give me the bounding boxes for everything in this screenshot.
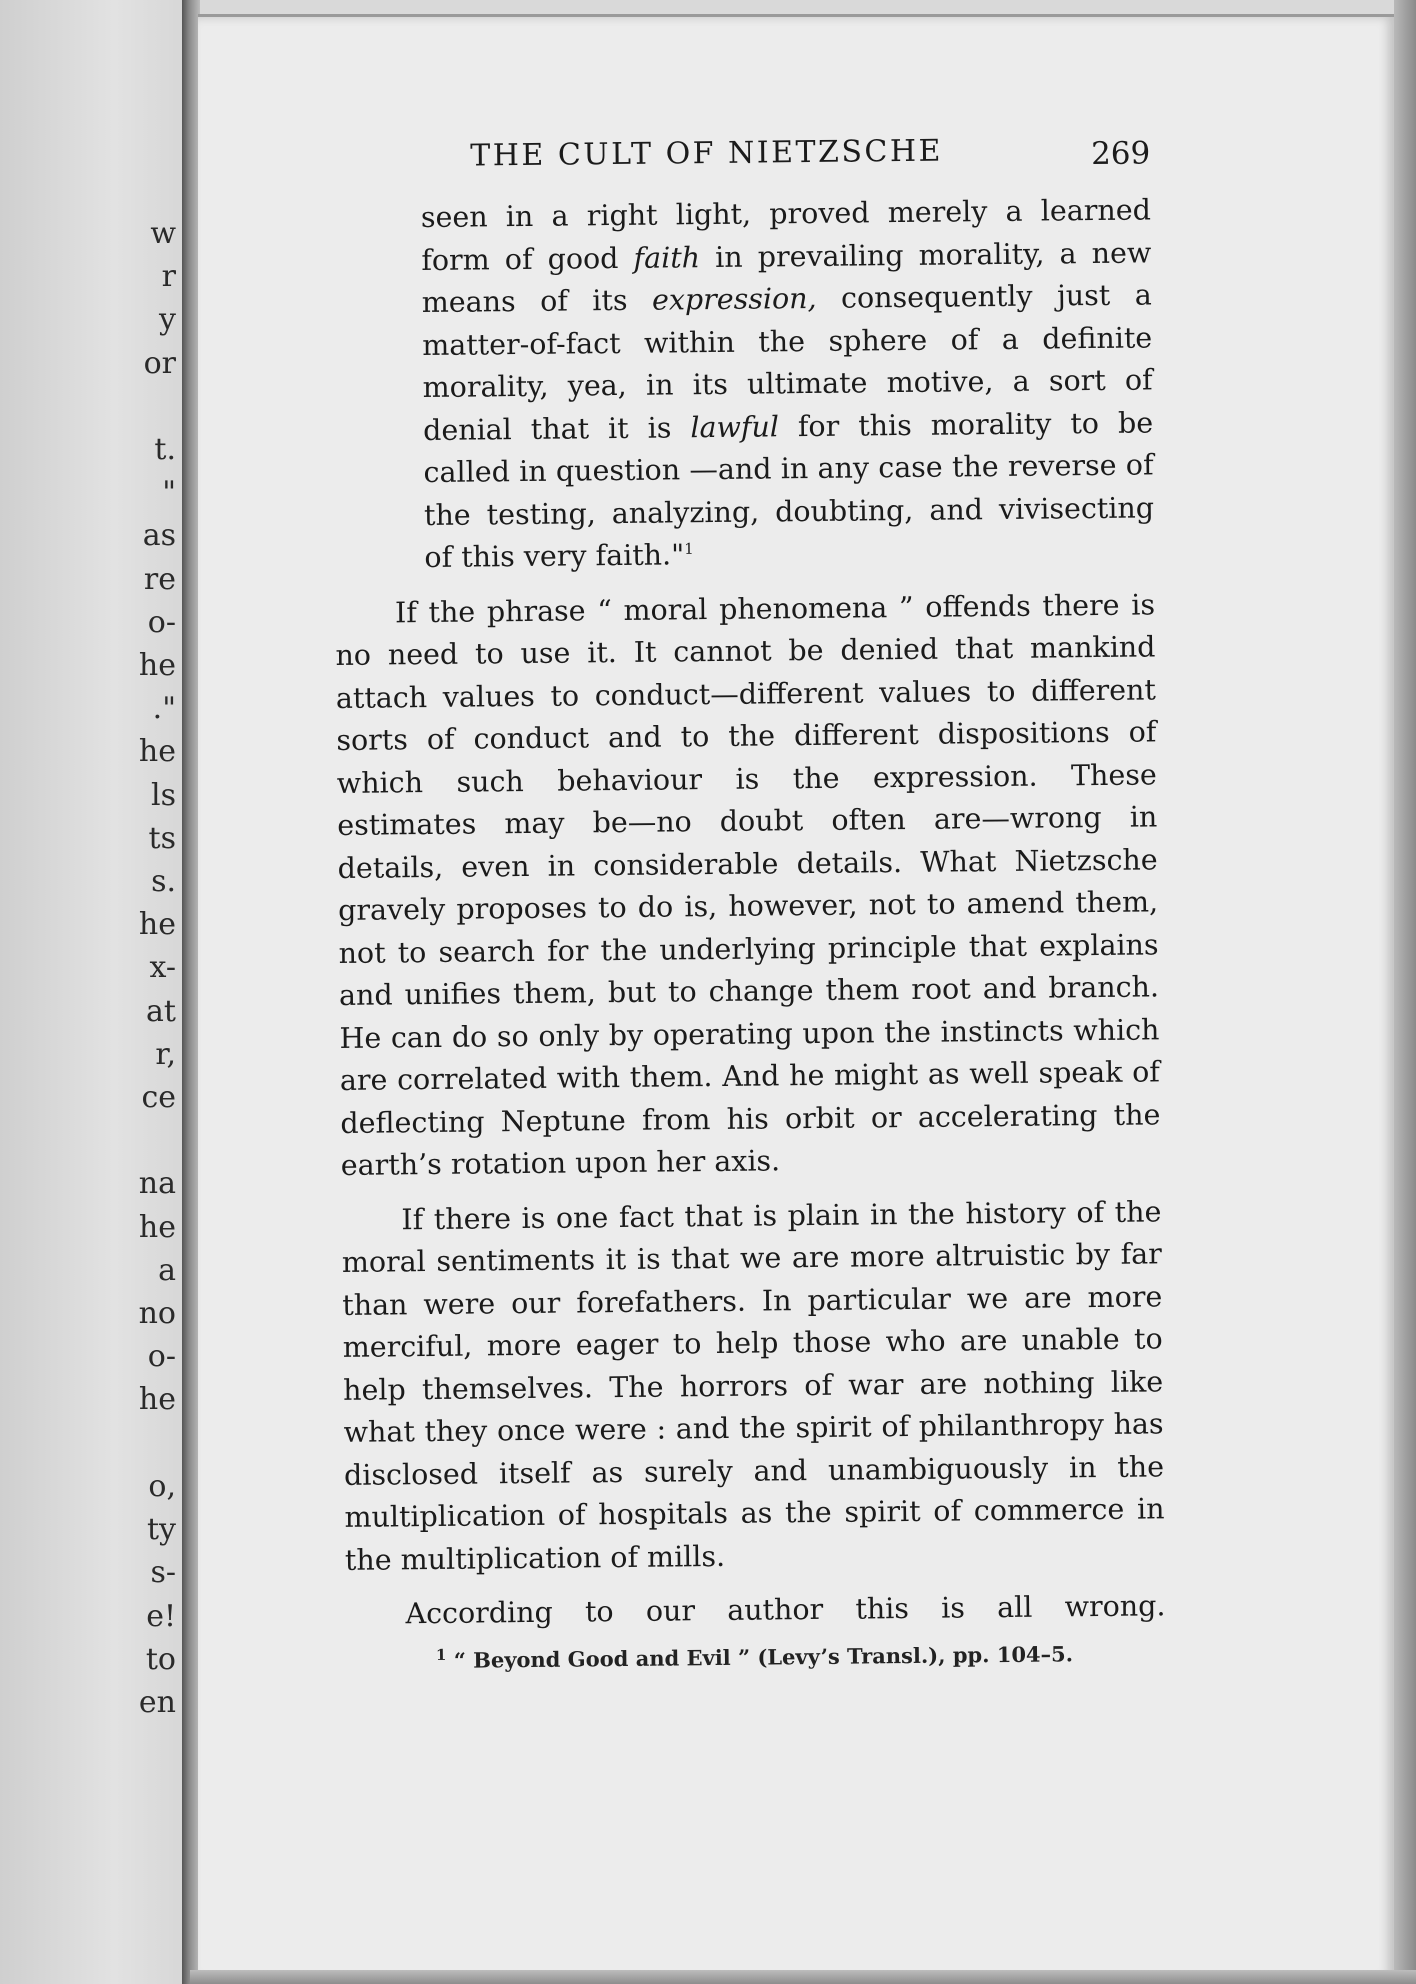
- body-paragraph-2: If there is one fact that is plain in the history of the moral sentiments it is that we are more altruistic by far than were our forefathers. In particular we are more merciful, more eager to help those who are unable to help themselves. The horrors of war are nothing like what they once were : and the spirit of philanthropy has disclosed itself as surely and unambiguously in the multiplication of hospitals as the spirit of commerce in the multiplication of mills.: [341, 1194, 1165, 1577]
- body-paragraph-1: If the phrase “ moral phenomena ” offends there is no need to use it. It cannot be denied that mankind attach values to conduct—different values to different sorts of conduct and to the different dispositions of which such behaviour is the expression. These estimates may be—no doubt often are—wrong in details, even in considerable details. What Nietzsche gravely proposes to do is, however, not to amend them, not to search for the underlying principle that explains and unifies them, but to change them root and branch. He can do so only by operating upon the instincts which are correlated with them. And he might as well speak of deflecting Neptune from his orbit or accelerating the earth’s rotation upon her axis.: [335, 587, 1161, 1182]
- quote-italic-expression: expression,: [651, 281, 817, 317]
- quote-text-3: consequently just a matter-of-fact within the sphere of a definite morality, yea, in its ultimate motive, a sort of denial that it is: [422, 278, 1153, 447]
- page-bottom-edge: [190, 1970, 1416, 1984]
- block-quote: [421, 189, 1155, 579]
- running-title: THE CULT OF NIETZSCHE: [470, 133, 944, 174]
- quote-text-4: for this morality to be called in question —and in any case the reverse of the testing, analyzing, doubting, and vivisecting of this very faith.": [423, 405, 1155, 575]
- facing-page: [0, 0, 190, 1984]
- facing-page-edge-text: w r y or t. " as re o- he ." he ls ts s. he x- at r, ce na he a no o- he o, ty s- e! to en: [138, 216, 176, 1720]
- quote-text-2: in prevailing morality, a new means of its: [421, 235, 1152, 320]
- running-head: [470, 123, 1151, 186]
- footnote-text: “ Beyond Good and Evil ” (Levy’s Transl.), pp. 104–5.: [453, 1640, 1074, 1673]
- quote-paragraph: [421, 189, 1155, 579]
- quote-italic-faith: faith: [633, 240, 701, 275]
- quote-text-1: seen in a right light, proved merely a learned form of good: [420, 193, 1152, 277]
- page-number: 269: [1090, 135, 1151, 173]
- footnote-reference: 1: [684, 539, 694, 558]
- page-right-edge: [1394, 0, 1416, 1984]
- page-content: [330, 123, 1166, 1676]
- quote-italic-lawful: lawful: [690, 409, 780, 444]
- body-paragraph-3: According to our author this is all wrong.: [405, 1589, 1166, 1631]
- footnote-marker: 1: [435, 1645, 447, 1664]
